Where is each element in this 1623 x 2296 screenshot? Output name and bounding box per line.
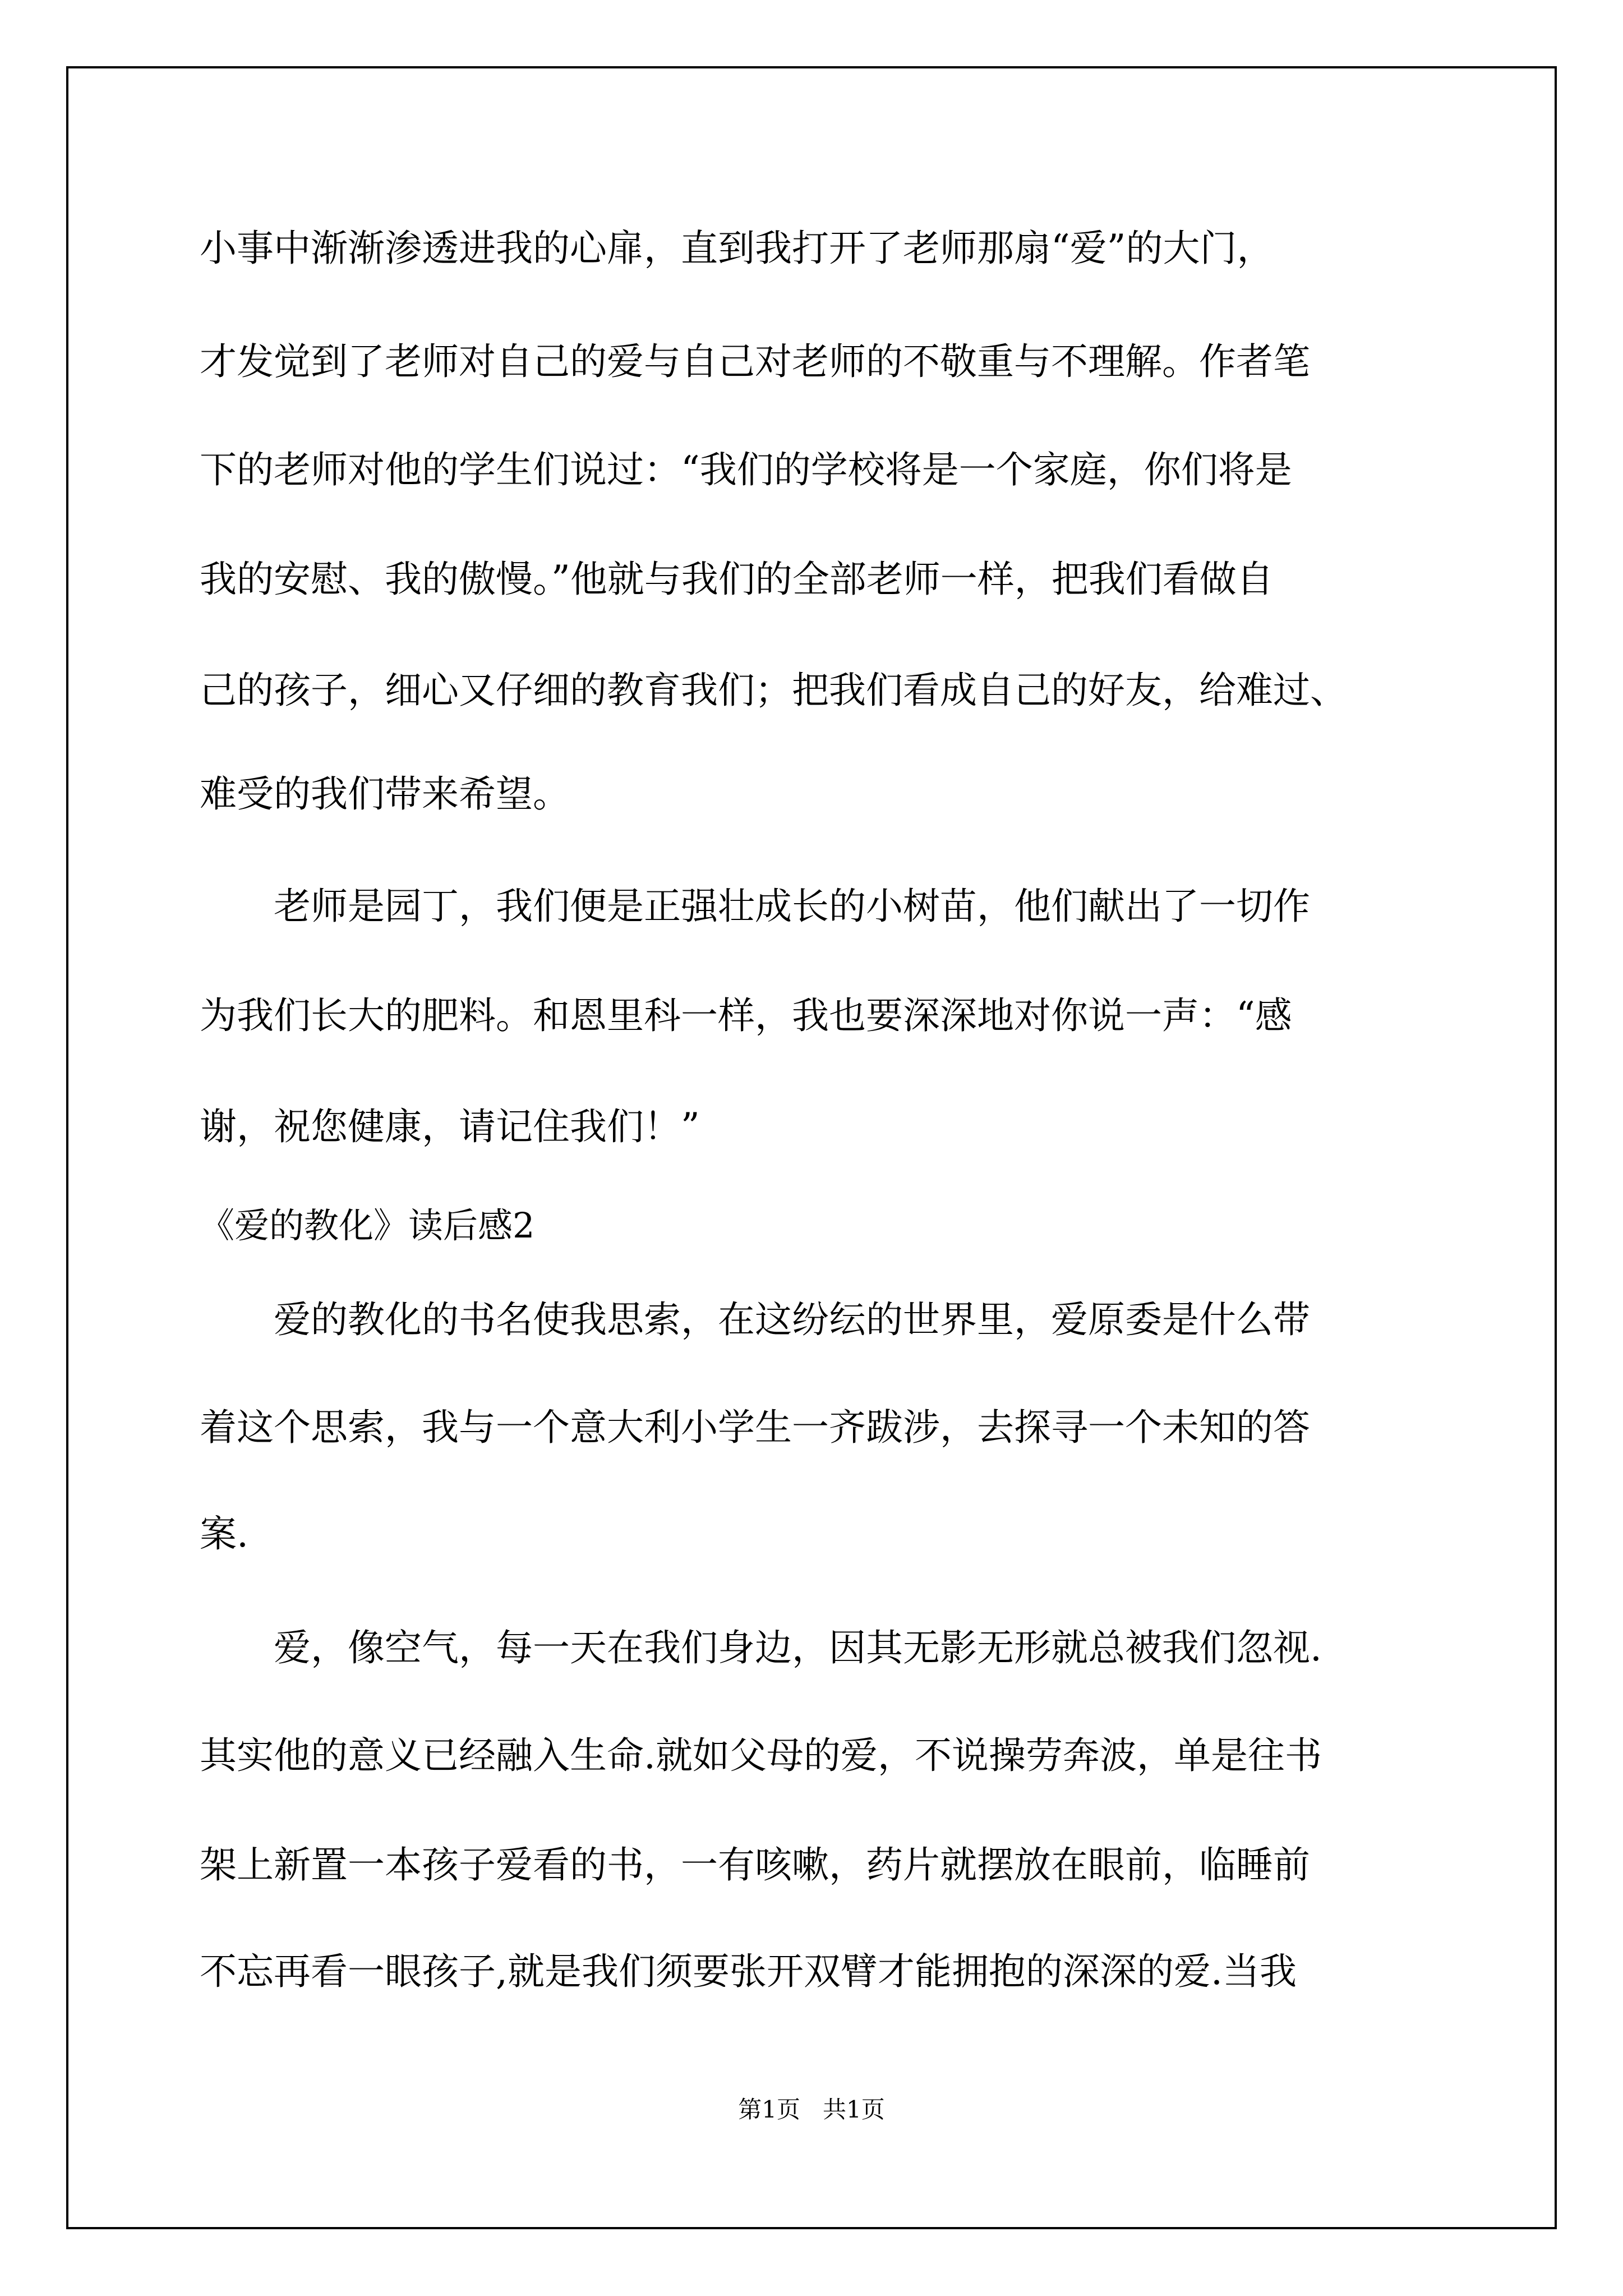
text-line: 己的孩子，细心又仔细的教育我们；把我们看成自己的好友，给难过、 [200, 669, 1347, 712]
text-line: 我的安慰、我的傲慢。”他就与我们的全部老师一样，把我们看做自 [200, 558, 1274, 601]
text-line: 难受的我们带来希望。 [200, 772, 570, 816]
section-heading: 《爱的教化》读后感2 [200, 1205, 535, 1246]
text-line: 着这个思索，我与一个意大利小学生一齐跋涉，去探寻一个未知的答 [200, 1406, 1310, 1449]
text-line: 谢，祝您健康，请记住我们！” [200, 1105, 700, 1148]
text-line: 不忘再看一眼孩子,就是我们须要张开双臂才能拥抱的深深的爱.当我 [200, 1950, 1297, 1993]
text-line: 案. [200, 1512, 248, 1556]
text-line: 架上新置一本孩子爱看的书，一有咳嗽，药片就摆放在眼前，临睡前 [200, 1843, 1310, 1887]
text-line: 爱，像空气，每一天在我们身边，因其无影无形就总被我们忽视. [200, 1626, 1322, 1669]
text-line: 才发觉到了老师对自己的爱与自己对老师的不敬重与不理解。作者笔 [200, 340, 1310, 383]
text-line: 爱的教化的书名使我思索，在这纷纭的世界里，爱原委是什么带 [200, 1298, 1310, 1341]
text-line: 下的老师对他的学生们说过：“我们的学校将是一个家庭，你们将是 [200, 448, 1292, 491]
text-line: 其实他的意义已经融入生命.就如父母的爱，不说操劳奔波，单是往书 [200, 1734, 1322, 1777]
text-line: 老师是园丁，我们便是正强壮成长的小树苗，他们献出了一切作 [200, 885, 1310, 928]
text-line: 小事中渐渐渗透进我的心扉，直到我打开了老师那扇“爱”的大门， [200, 227, 1274, 270]
page-footer: 第1页 共1页 [738, 2096, 885, 2123]
text-line: 为我们长大的肥料。和恩里科一样，我也要深深地对你说一声：“感 [200, 994, 1292, 1037]
